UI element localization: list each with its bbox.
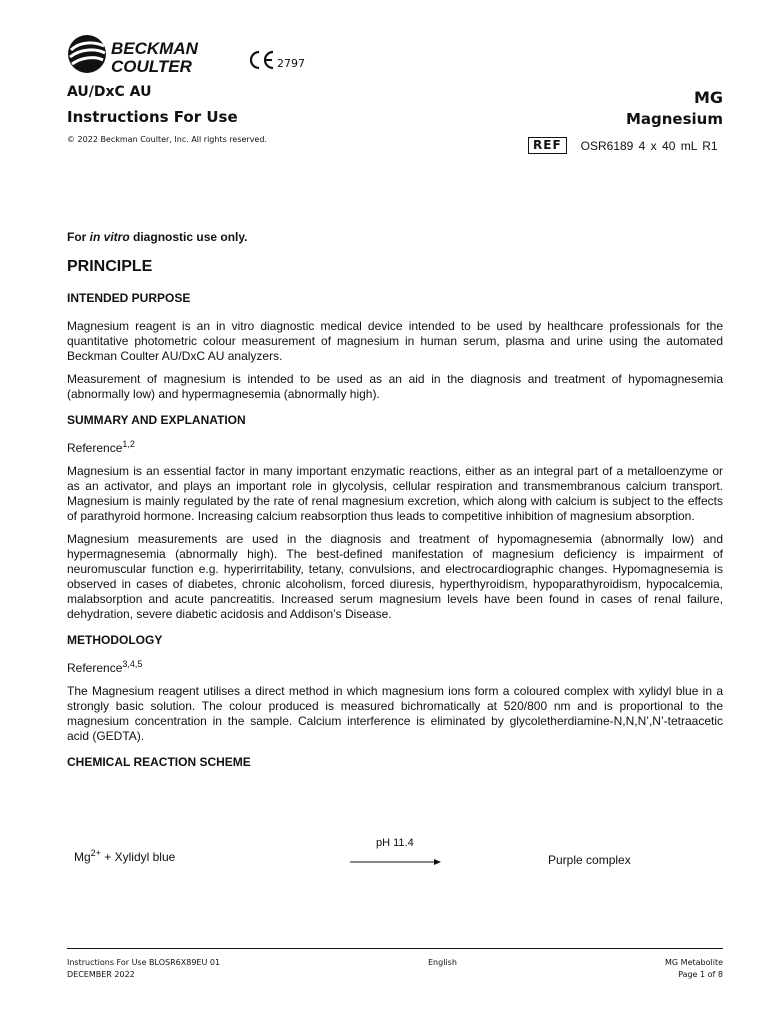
footer-divider: [67, 948, 723, 949]
reaction-arrow-icon: [350, 857, 442, 867]
summary-heading: SUMMARY AND EXPLANATION: [67, 413, 246, 427]
footer-left: [67, 957, 220, 981]
assay-name: Magnesium: [625, 110, 723, 128]
document-type: Instructions For Use: [67, 108, 238, 126]
ce-icon: [248, 50, 276, 70]
assay-code: MG: [693, 88, 723, 107]
footer-right: [665, 957, 723, 981]
methodology-reference: Reference$^{3,4,5}$: [67, 659, 143, 675]
footer-page-number: Page 1 of 8: [678, 970, 723, 979]
summary-reference-citation: 1,2: [122, 439, 135, 449]
footer-language: English: [428, 958, 457, 967]
footer-category: MG Metabolite: [665, 958, 723, 967]
diagnostic-use-statement: For in vitro diagnostic use only.: [67, 230, 248, 244]
ref-symbol: REF: [528, 137, 567, 154]
summary-paragraph-1: Magnesium is an essential factor in many important enzymatic reactions, either as an integral part of a metalloenzyme or as an activator, and plays an important role in glycolysis, cellular respiration and transmembranous calcium transport. Magnesium is mainly regulated by the rate of renal magnesium excretion, which along with calcium is subject to the effects of parathyroid hormone. Increasing calcium reabsorption thus leads to competitive inhibition of magnesium absorption.: [67, 464, 723, 523]
reaction-scheme-heading: CHEMICAL REACTION SCHEME: [67, 755, 251, 769]
logo-text-line1: BECKMAN: [111, 39, 198, 58]
ce-number: 2797: [277, 57, 305, 70]
reference-row: [528, 137, 718, 154]
main-content: [67, 230, 723, 783]
in-vitro-italic: in vitro: [89, 230, 130, 244]
logo-text-line2: COULTER: [111, 57, 192, 76]
beckman-coulter-logo: [67, 32, 217, 78]
copyright-notice: © 2022 Beckman Coulter, Inc. All rights reserved.: [67, 135, 267, 144]
footer-date: DECEMBER 2022: [67, 970, 135, 979]
reaction-product: Purple complex: [548, 853, 631, 867]
ref-value: OSR6189 4 x 40 mL R1: [580, 138, 718, 153]
reaction-condition: pH 11.4: [376, 837, 414, 849]
methodology-paragraph: The Magnesium reagent utilises a direct method in which magnesium ions form a coloured complex with xylidyl blue in a strongly basic solution. The colour produced is measured bichromatically at 520/800 nm and is proportional to the magnesium concentration in the sample. Calcium interference is eliminated by glycoletherdiamine-N,N,N’,N’-tetraacetic acid (GEDTA).: [67, 684, 723, 743]
product-line: AU/DxC AU: [67, 84, 152, 100]
methodology-heading: METHODOLOGY: [67, 633, 163, 647]
intended-purpose-heading: INTENDED PURPOSE: [67, 291, 191, 305]
summary-reference: Reference$^{1,2}$: [67, 439, 135, 455]
reaction-reactants: $Mg^{2+}$ + Xylidyl blue: [74, 848, 176, 864]
section-principle-title: PRINCIPLE: [67, 258, 153, 275]
footer-document-id: Instructions For Use BLOSR6X89EU 01: [67, 958, 221, 967]
ce-mark: [248, 50, 305, 70]
methodology-reference-citation: 3,4,5: [122, 659, 143, 669]
summary-paragraph-2: Magnesium measurements are used in the diagnosis and treatment of hypomagnesemia (abnormally low) and hypermagnesemia (abnormally high). The best-defined manifestation of magnesium deficiency is impairment of neuromuscular function e.g. hyperirritability, tetany, convulsions, and electrocardiographic changes. Hypomagnesemia is observed in cases of diabetes, chronic alcoholism, forced diuresis, hyperthyroidism, hypoparathyroidism, hypocalcemia, malabsorption and acute pancreatitis. Increased serum magnesium levels have been found in cases of renal failure, dehydration, severe diabetic acidosis and Addison’s Disease.: [67, 532, 723, 621]
intended-purpose-paragraph-1: Magnesium reagent is an in vitro diagnostic medical device intended to be used by healthcare professionals for the quantitative photometric colour measurement of magnesium in human serum, plasma and urine using the automated Beckman Coulter AU/DxC AU analyzers.: [67, 319, 723, 363]
intended-purpose-paragraph-2: Measurement of magnesium is intended to be used as an aid in the diagnosis and treatment of hypomagnesemia (abnormally low) and hypermagnesemia (abnormally high).: [67, 372, 723, 401]
